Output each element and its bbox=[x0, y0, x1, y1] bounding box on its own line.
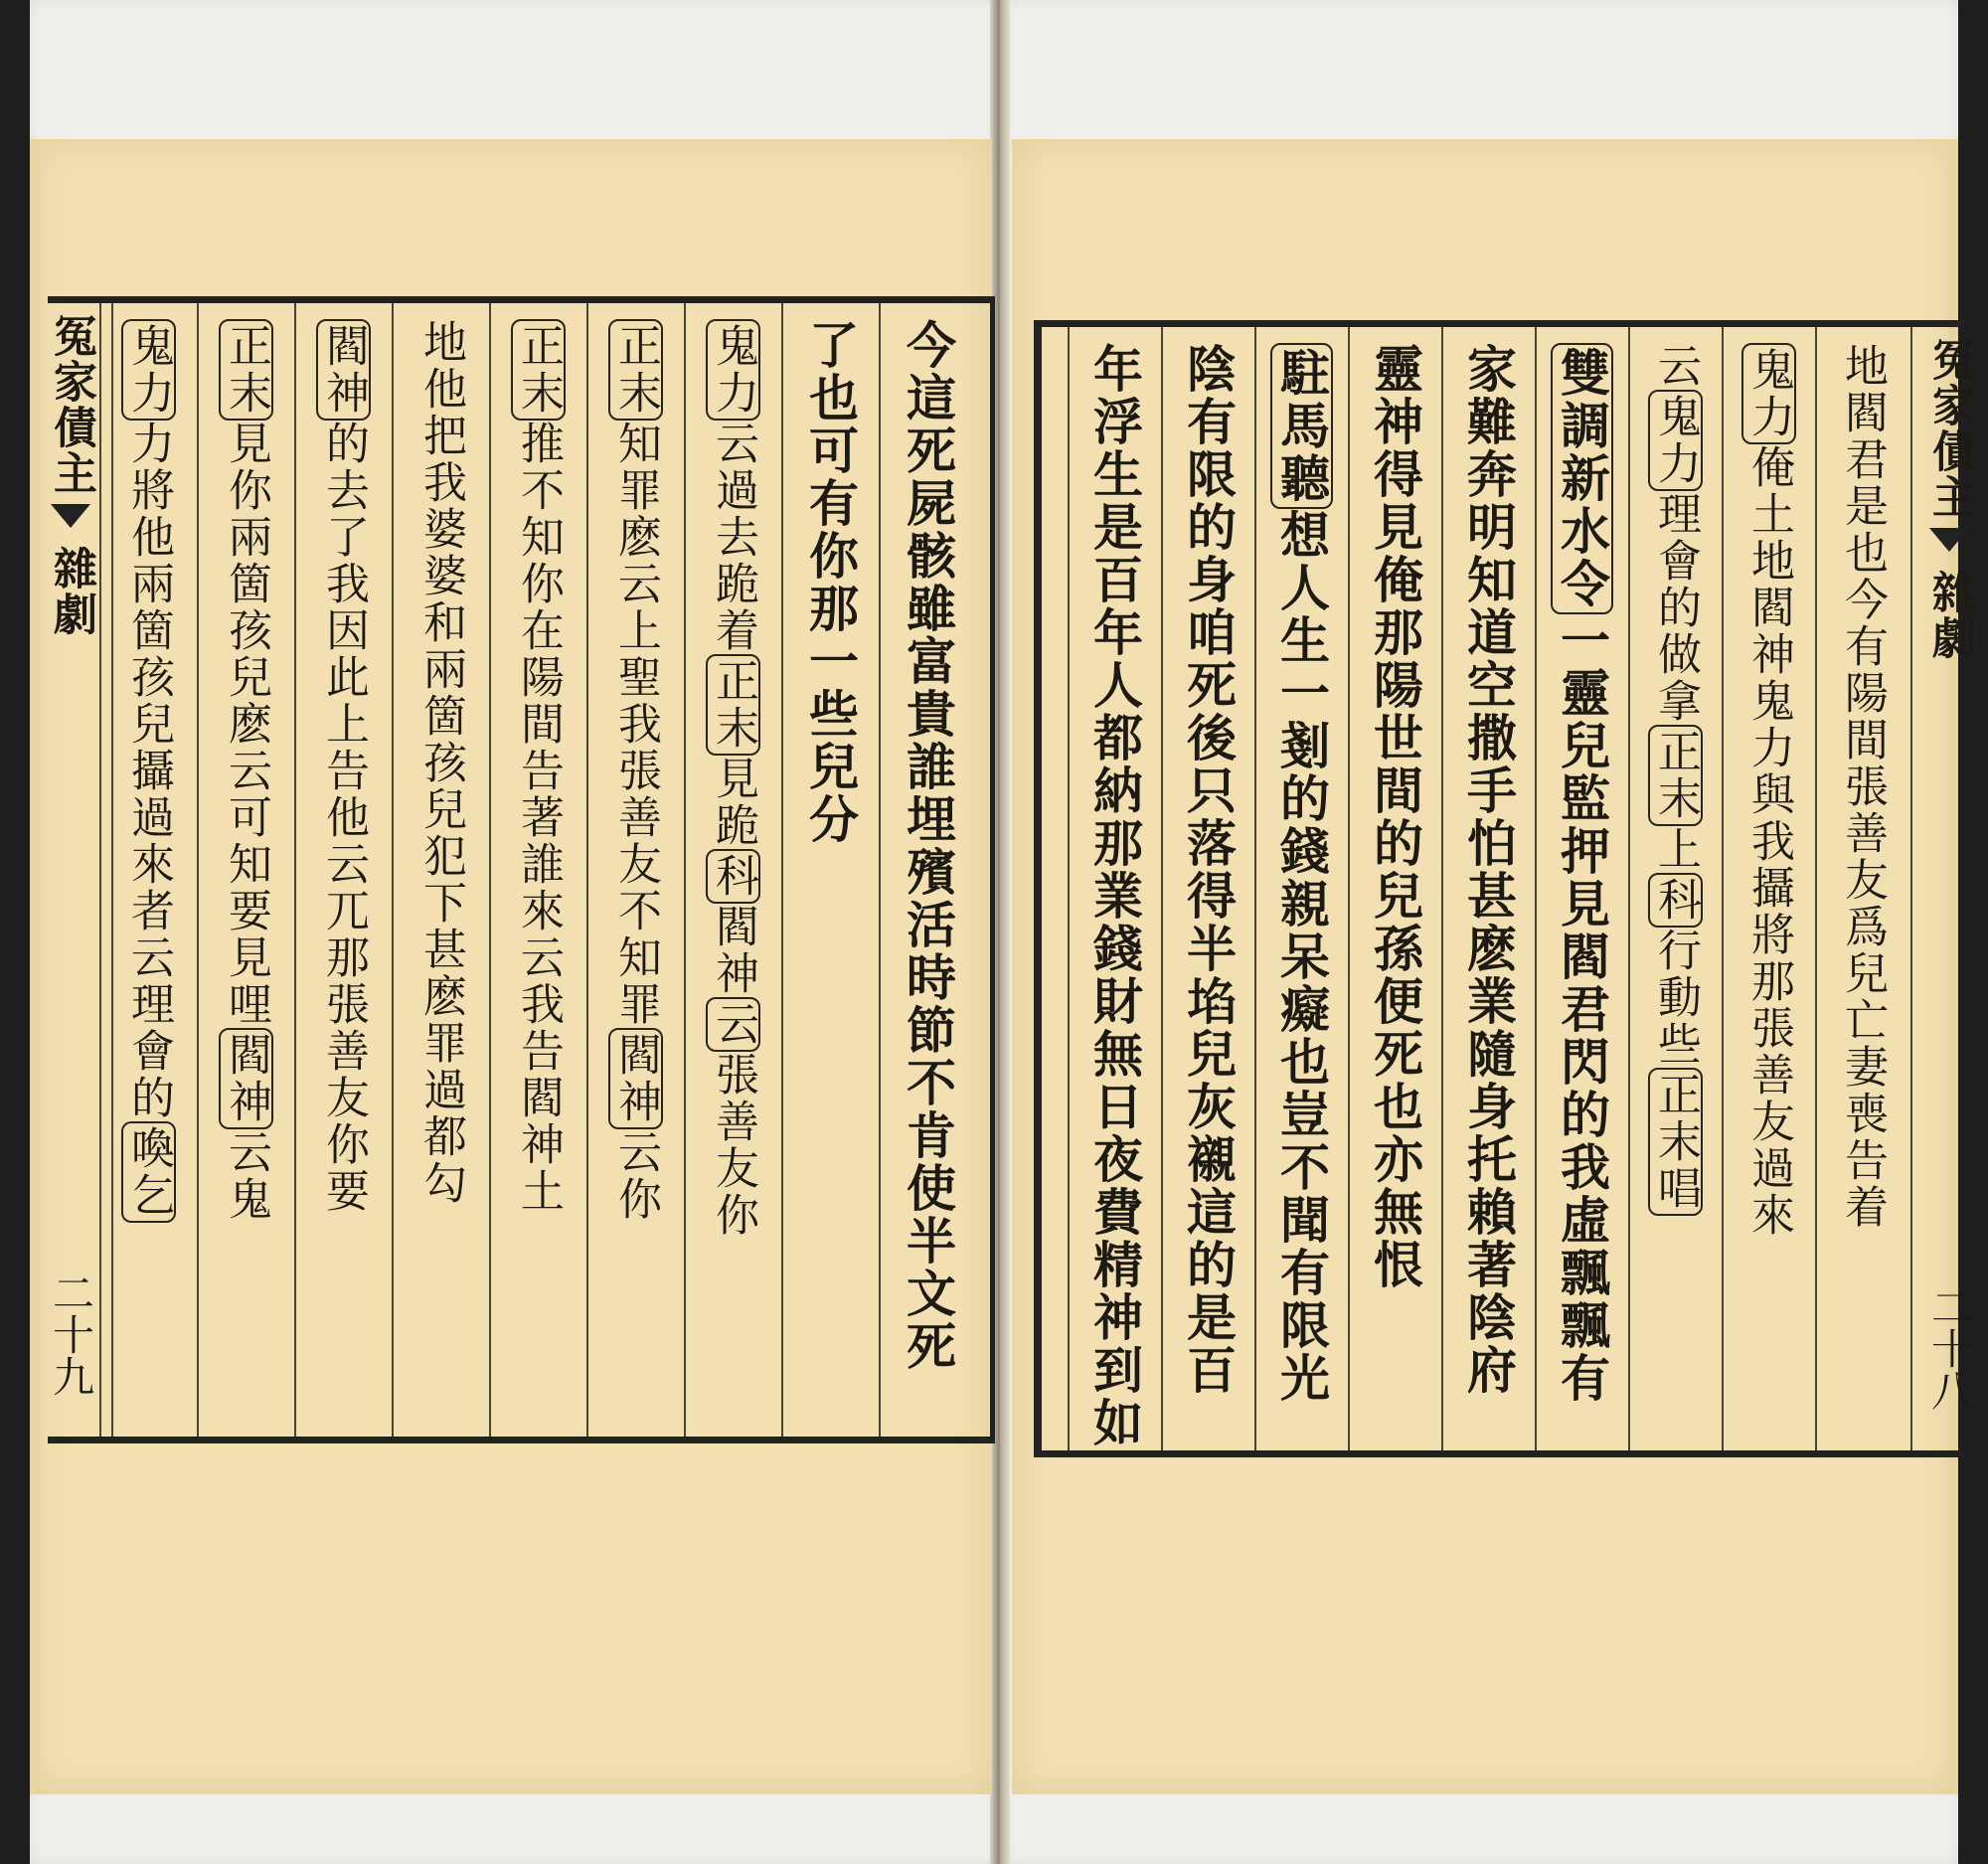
column-text: 云 bbox=[1650, 343, 1701, 390]
right-banxin bbox=[1914, 327, 1984, 1450]
column-text: 地閻君是也今有陽間張善友爲兒亡妻喪告着 bbox=[1837, 343, 1888, 1231]
column-text: 云過去跪着 bbox=[708, 421, 758, 654]
text-column bbox=[1815, 327, 1908, 1450]
column-text: 了也可有你那一些兒分 bbox=[801, 319, 860, 846]
column-text: 云兀那張善友你要 bbox=[318, 841, 369, 1215]
text-column bbox=[1628, 327, 1722, 1450]
role-annotation: 科 bbox=[1648, 873, 1703, 928]
column-text: 一靈兒監押見閻君閃的我虛飄飄有 bbox=[1553, 614, 1611, 1405]
column-text: 云可知要見哩 bbox=[221, 748, 271, 1028]
role-annotation: 正末 bbox=[608, 319, 663, 421]
banxin-title: 冤家債主 bbox=[1924, 337, 1975, 520]
column-text: 云我告閻神土 bbox=[513, 934, 564, 1215]
left-page-frame bbox=[48, 296, 995, 1443]
column-text: 的去了我因此上告他 bbox=[318, 421, 369, 841]
role-annotation: 喚乞 bbox=[121, 1121, 176, 1223]
column-text: 閻神 bbox=[708, 904, 758, 997]
column-text: 推不知你在陽間告著誰來 bbox=[513, 421, 564, 934]
left-banxin bbox=[36, 303, 105, 1437]
column-text: 俺土地閻神鬼力與我攝將那張善友過來 bbox=[1743, 444, 1794, 1239]
column-text: 張善友你 bbox=[708, 1052, 758, 1239]
column-text: 地他把我婆婆和兩箇孩兒犯下甚麽罪過都勾 bbox=[415, 319, 466, 1207]
role-annotation: 雙調新水令 bbox=[1551, 343, 1613, 614]
column-text: 理會的 bbox=[1650, 491, 1701, 631]
role-annotation: 鬼力 bbox=[1648, 390, 1703, 491]
role-annotation: 閻神 bbox=[608, 1028, 663, 1129]
text-column bbox=[781, 303, 879, 1437]
text-column bbox=[586, 303, 684, 1437]
column-text: 力將他兩箇孩兒攝過來者 bbox=[123, 421, 174, 934]
text-column bbox=[489, 303, 586, 1437]
banxin-title: 冤家債主 bbox=[46, 313, 96, 496]
text-column bbox=[1068, 327, 1161, 1450]
column-text: 知罪麽 bbox=[610, 421, 661, 561]
column-text: 云理會的 bbox=[123, 934, 174, 1121]
role-annotation: 正末 bbox=[706, 654, 760, 756]
column-text: 靈神得見俺那陽世間的兒孫便死也亦無恨 bbox=[1366, 343, 1424, 1291]
column-text: 云你 bbox=[610, 1129, 661, 1223]
fish-tail-icon bbox=[1929, 528, 1969, 552]
role-annotation: 閻神 bbox=[219, 1028, 273, 1129]
role-annotation: 云 bbox=[706, 997, 760, 1052]
role-annotation: 閻神 bbox=[316, 319, 371, 421]
role-annotation: 正末 bbox=[511, 319, 566, 421]
text-column bbox=[99, 303, 197, 1437]
role-annotation: 正末 bbox=[1648, 725, 1703, 826]
role-annotation: 科 bbox=[706, 849, 760, 904]
text-column bbox=[1161, 327, 1254, 1450]
role-annotation: 鬼力 bbox=[1741, 343, 1796, 444]
column-text: 做拿 bbox=[1650, 631, 1701, 725]
column-text: 年浮生是百年人都納那業錢財無日夜費精神到如 bbox=[1085, 343, 1144, 1449]
text-column bbox=[392, 303, 489, 1437]
text-column bbox=[684, 303, 781, 1437]
text-column bbox=[1722, 327, 1815, 1450]
role-annotation: 正末 bbox=[219, 319, 273, 421]
column-text: 云 bbox=[610, 561, 661, 607]
column-text: 見跪 bbox=[708, 756, 758, 849]
column-text: 今這死屍骸雖富貴誰埋殯活時節不肯使半文死 bbox=[899, 319, 957, 1373]
text-column bbox=[294, 303, 392, 1437]
fish-tail-icon bbox=[51, 504, 90, 528]
right-page bbox=[1012, 139, 1975, 1794]
column-text: 家難奔明知道空撒手怕甚麽業隨身托賴著陰府 bbox=[1459, 343, 1518, 1397]
page-number: 二十九 bbox=[47, 1271, 95, 1397]
column-text: 陰有限的身咱死後只落得半埳兒灰襯這的是百 bbox=[1179, 343, 1238, 1397]
role-annotation: 駐馬聽 bbox=[1270, 343, 1333, 509]
right-page-frame bbox=[1034, 320, 1975, 1457]
text-column bbox=[879, 303, 976, 1437]
banxin-genre: 雜劇 bbox=[1924, 570, 1975, 661]
role-annotation: 鬼力 bbox=[706, 319, 760, 421]
column-text: 云鬼 bbox=[221, 1129, 271, 1223]
column-text: 行動些 bbox=[1650, 928, 1701, 1068]
text-column bbox=[1535, 327, 1628, 1450]
text-column bbox=[197, 303, 294, 1437]
banxin-genre: 雜劇 bbox=[46, 546, 96, 637]
column-text: 想人生一剗的錢親呆癡也豈不聞有限光 bbox=[1272, 509, 1331, 1405]
text-column bbox=[1441, 327, 1535, 1450]
page-number: 二十八 bbox=[1925, 1285, 1974, 1411]
text-column bbox=[1254, 327, 1348, 1450]
text-column bbox=[1348, 327, 1441, 1450]
left-page bbox=[30, 139, 992, 1794]
column-text: 見你兩箇孩兒麽 bbox=[221, 421, 271, 748]
role-annotation: 鬼力 bbox=[121, 319, 176, 421]
column-text: 上聖我張善友不知罪 bbox=[610, 607, 661, 1028]
column-text: 上 bbox=[1650, 826, 1701, 873]
role-annotation: 正末唱 bbox=[1648, 1068, 1703, 1216]
